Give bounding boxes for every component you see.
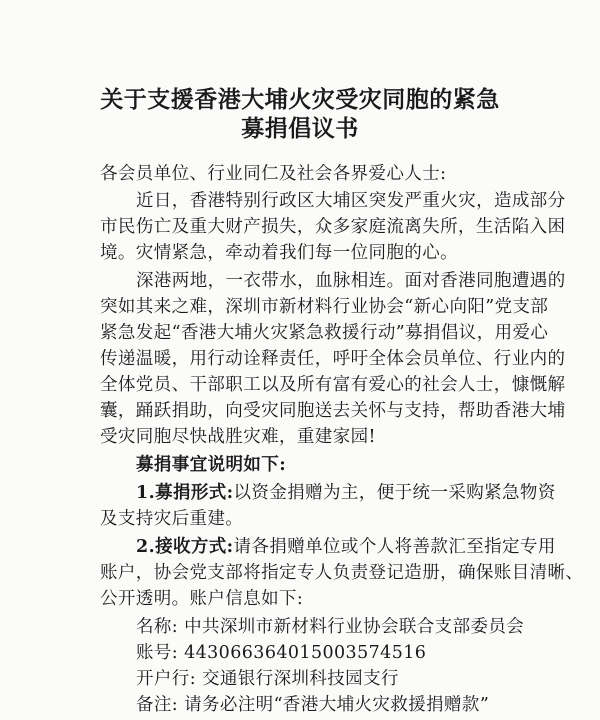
account-name-label: 名称:	[136, 617, 179, 637]
document-title-line1: 关于支援香港大埔火灾受灾同胞的紧急	[100, 86, 500, 113]
item-1-label: 1.募捐形式:	[136, 483, 234, 503]
paragraph-2-line-6: 囊，踊跃捐助，向受灾同胞送去关怀与支持，帮助香港大埔	[100, 401, 566, 421]
item-2-line-3: 公开透明。账户信息如下:	[100, 589, 304, 609]
item-2-line-2: 账户，协会党支部将指定专人负责登记造册，确保账目清晰、	[100, 563, 584, 583]
salutation: 各会员单位、行业同仁及社会各界爱心人士:	[100, 164, 447, 184]
account-number-row	[136, 645, 426, 663]
item-1-line-1	[136, 485, 556, 503]
account-bank-row	[136, 671, 399, 689]
paragraph-2-line-5: 全体党员、干部职工以及所有富有爱心的社会人士，慷慨解	[100, 375, 566, 395]
item-2-label: 2.接收方式:	[136, 537, 234, 557]
account-bank-value: 交通银行深圳科技园支行	[201, 669, 399, 689]
paragraph-1-line-2: 市民伤亡及重大财产损失，众多家庭流离失所，生活陷入困	[100, 217, 566, 237]
account-remark-value: 请务必注明“香港大埔火灾救援捐赠款”	[184, 695, 490, 715]
item-1-line-2: 及支持灾后重建。	[100, 509, 244, 529]
document-title-line2: 募捐倡议书	[241, 115, 359, 142]
account-bank-label: 开户行:	[136, 669, 196, 689]
item-2-line-1	[136, 539, 556, 557]
account-remark-label: 备注:	[136, 695, 179, 715]
item-1-text: 以资金捐赠为主，便于统一采购紧急物资	[233, 483, 556, 503]
account-number-label: 账号:	[136, 643, 179, 663]
item-2-text: 请各捐赠单位或个人将善款汇至指定专用	[233, 537, 556, 557]
account-name-row	[136, 619, 524, 637]
account-name-value: 中共深圳市新材料行业协会联合支部委员会	[184, 617, 525, 637]
paragraph-2-line-1: 深港两地，一衣带水，血脉相连。面对香港同胞遭遇的	[136, 271, 566, 291]
account-number-value: 443066364015003574516	[184, 643, 427, 663]
paragraph-2-line-4: 传递温暖，用行动诠释责任，呼吁全体会员单位、行业内的	[100, 349, 566, 369]
paragraph-2-line-3: 紧急发起“香港大埔火灾紧急救援行动”募捐倡议，用爱心	[100, 323, 549, 343]
account-remark-row	[136, 697, 489, 715]
paragraph-2-line-7: 受灾同胞尽快战胜灾难，重建家园!	[100, 427, 376, 447]
paragraph-1-line-3: 境。灾情紧急，牵动着我们每一位同胞的心。	[100, 243, 458, 263]
section-heading: 募捐事宜说明如下:	[136, 455, 287, 475]
paragraph-1-line-1: 近日，香港特别行政区大埔区突发严重火灾，造成部分	[136, 191, 566, 211]
paragraph-2-line-2: 突如其来之难，深圳市新材料行业协会“新心向阳”党支部	[100, 297, 549, 317]
